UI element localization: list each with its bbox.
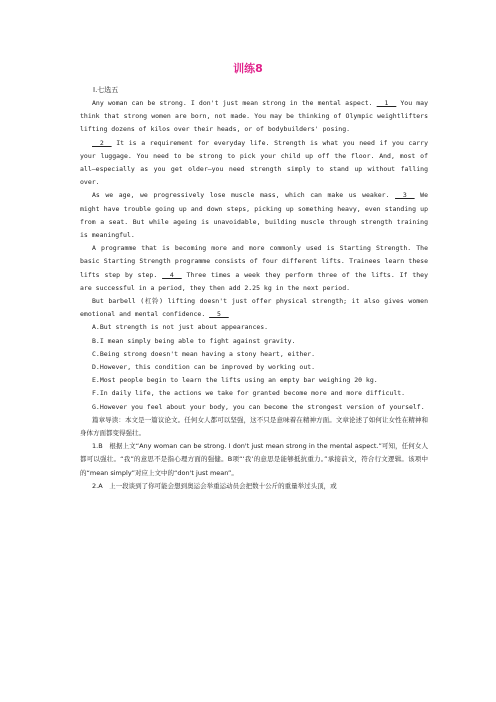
page-title: 训练8 — [233, 62, 263, 75]
answer-blank: __5__ — [209, 310, 229, 319]
section-heading: Ⅰ.七选五 — [93, 86, 119, 94]
passage-paragraph: A programme that is becoming more and more commonly used is Starting Strength. The basic Starting Strength programme consists of four different lifts. Trainees learn these lifts step by step. __4__ Three times a week they perform three of the lifts. If they are successful in a period, they then add 2.25 kg in the next period. — [80, 244, 428, 292]
option-f: F.In daily life, the actions we take for granted become more and more difficult. — [92, 389, 406, 398]
option-c: C.Being strong doesn't mean having a stony heart, either. — [92, 349, 316, 358]
passage-paragraph: As we age, we progressively lose muscle mass, which can make us weaker. __3__ We might have trouble going up and down steps, picking up something heavy, even standing up from a seat. But while ageing is unavoidable, building muscle through strength training is meaningful. — [80, 191, 428, 240]
answer-explanation-2: 2.A 上一段谈到了你可能会想到奥运会举重运动员会把数十公斤的重量举过头顶，或 — [92, 481, 337, 490]
answer-explanation-1: 1.B 根据上文“Any woman can be strong. I don't just mean strong in the mental aspect.”可知，任何女人都可以强壮。“我”的意思不是指心理方面的强健。B项“‘我’的意思是能够抵抗重力。”承接前文，符合行文逻辑。该项中的“mean simply”对应上文中的“don't just mean”。 — [80, 442, 428, 477]
document-body — [80, 97, 428, 493]
answer-blank: __1__ — [376, 99, 397, 107]
option-e: E.Most people begin to learn the lifts using an empty bar weighing 20 kg. — [92, 376, 378, 385]
passage-paragraph: But barbell (杠铃) lifting doesn't just offer physical strength; it also gives women emotional and mental confidence. __5__ — [80, 297, 428, 319]
option-d: D.However, this condition can be improved by working out. — [92, 363, 316, 372]
option-g: G.However you feel about your body, you can become the strongest version of yourself. — [92, 402, 425, 411]
answer-blank: __2__ — [92, 138, 112, 147]
passage-guide: 篇章导读：本文是一篇议论文。任何女人都可以坚强，这不只是意味着在精神方面。文章论述了如何让女性在精神和身体方面都变得强壮。 — [80, 415, 428, 438]
passage-paragraph: Any woman can be strong. I don't just mean strong in the mental aspect. __1__ You may think that strong women are born, not made. You may be thinking of Olympic weightlifters lifting dozens of kilos over their heads, or of bodybuilders' posing. — [80, 99, 428, 134]
option-a: A.But strength is not just about appearances. — [92, 323, 269, 332]
answer-blank: __3__ — [395, 191, 415, 200]
option-b: B.I mean simply being able to fight against gravity. — [92, 336, 296, 345]
answer-blank: __4__ — [162, 270, 182, 279]
passage-paragraph: __2__ It is a requirement for everyday life. Strength is what you need if you carry your luggage. You need to be strong to pick your child up off the floor. And, most of all—especially as you get older—you need strength simply to stand up without falling over. — [80, 138, 428, 187]
